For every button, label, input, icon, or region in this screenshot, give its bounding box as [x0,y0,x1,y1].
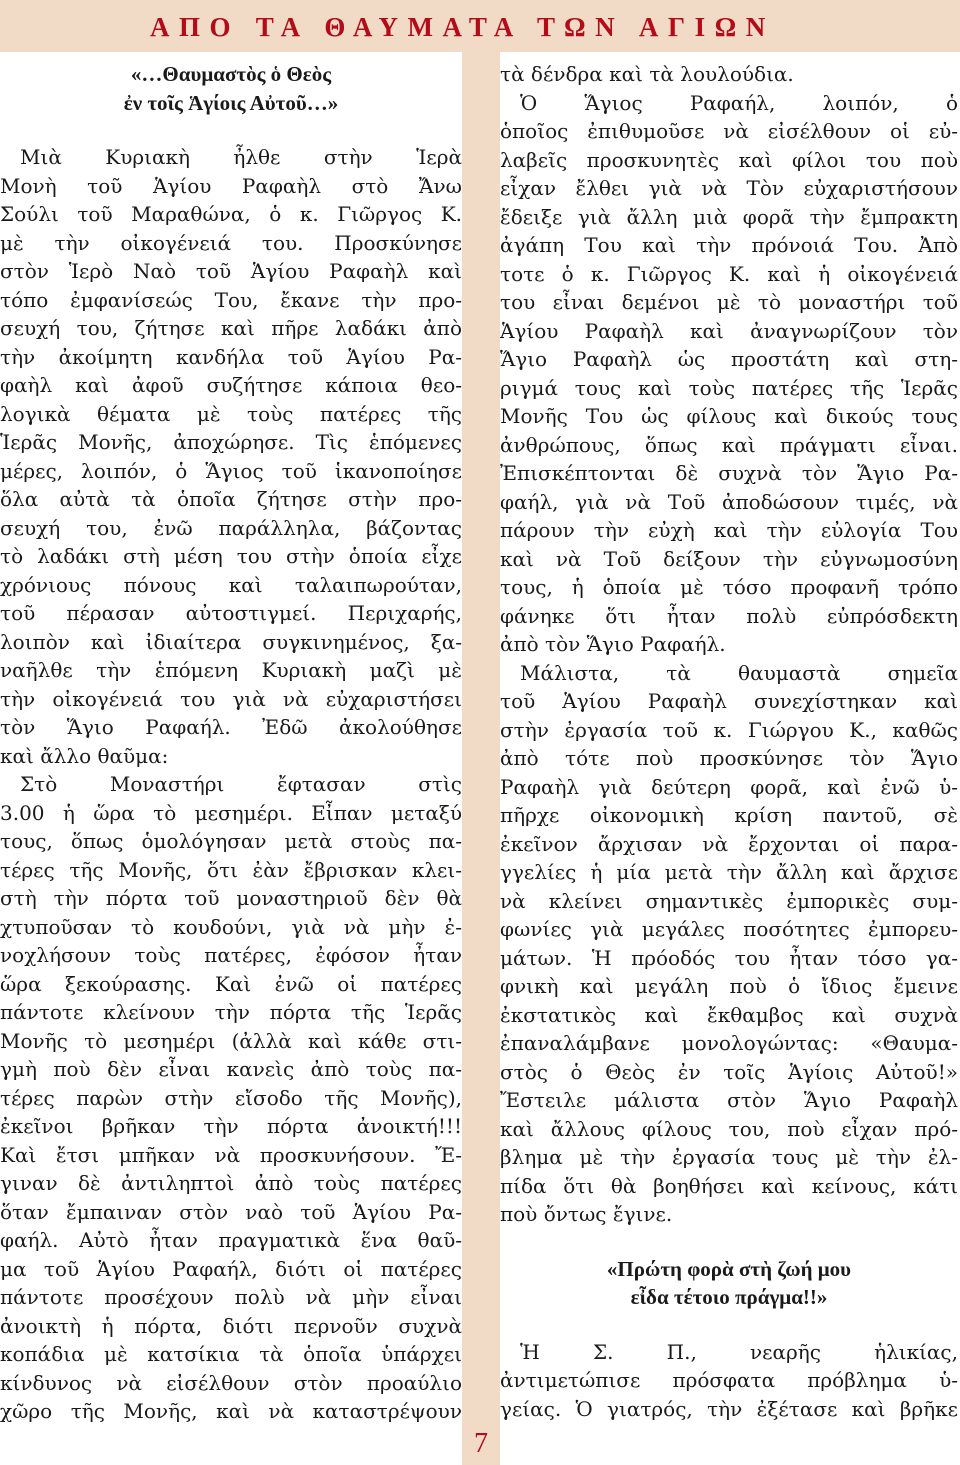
text-line: Ἅγιο Ραφαὴλ ὡς προστάτη καὶ στη- [500,347,958,371]
text-line: ἀνθρώπους, ὅπως καὶ πράγματι εἶναι. [500,432,958,457]
text-line: στὴ τὴν πόρτα τοῦ μοναστηριοῦ δὲν θὰ [0,886,462,910]
text-line: ναῆλθε τὴν ἑπόμενη Κυριακὴ μαζὶ μὲ [0,658,462,682]
text-line: Στὸ Μοναστήρι ἔφτασαν στὶς [20,772,462,796]
text-line: λοιπὸν καὶ ἰδιαίτερα συγκινημένος, ξα- [0,629,462,654]
text-line: σευχή του, ἐνῶ παράλληλα, βάζοντας [0,515,462,540]
text-line: στὴν ἐργασία τοῦ κ. Γιώργου Κ., καθῶς [500,717,958,742]
text-line: ὁποῖος ἐπιθυμοῦσε νὰ εἰσέλθουν οἱ εὐ- [500,119,958,143]
text-line: ἐκεῖνοι βρῆκαν τὴν πόρτα ἀνοικτή!!! [0,1114,462,1138]
text-line: σευχή του, ζήτησε καὶ πῆρε λαδάκι ἀπὸ [0,316,462,340]
page-number: 7 [474,1428,488,1459]
spacer [500,1312,958,1338]
text-line: τους, ὅπως ὁμολόγησαν μετὰ στοὺς πα- [0,829,462,853]
column-gutter [462,52,500,1465]
text-line: πίδα ὅτι θὰ βοηθήσει καὶ κείνους, κάτι [500,1173,958,1198]
text-line: ἔδειξε γιὰ ἄλλη μιὰ φορᾶ τὴν ἔμπρακτη [500,204,958,229]
text-line: στὸν Ἱερὸ Ναὸ τοῦ Ἁγίου Ραφαὴλ καὶ [0,259,462,283]
text-line: φαήλ. Αὐτὸ ἦταν πραγματικὰ ἕνα θαῦ- [0,1228,462,1252]
text-line: βλημα μὲ τὴν ἐργασία τους μὲ τὴν ἐλ- [500,1145,958,1169]
text-line: ὅλα αὐτὰ τὰ ὁποῖα ζήτησε στὴν προ- [0,487,462,511]
text-line: γμὴ ποὺ δὲν εἶναι κανεὶς ἀπὸ τοὺς πα- [0,1057,462,1081]
text-line: τὸν Ἅγιο Ραφαήλ. Ἐδῶ ἀκολούθησε [0,715,462,739]
text-line: ἐπαναλάμβανε μονολογώντας: «Θαυμα- [500,1031,958,1055]
text-line: γγελίες ἡ μία μετὰ τὴν ἄλλη καὶ ἄρχισε [500,860,958,884]
text-line: τόπο ἐμφανίσεώς Του, ἔκανε τὴν προ- [0,287,462,312]
text-line: λαβεῖς προσκυνητὲς καὶ φίλοι του ποὺ [500,147,958,172]
text-line: Μάλιστα, τὰ θαυμαστὰ σημεῖα [520,660,958,685]
text-line: ἀπὸ τὸν Ἅγιο Ραφαήλ. [500,632,726,656]
text-line: τὰ δένδρα καὶ τὰ λουλούδια. [500,62,794,86]
text-line: ὅταν ἔμπαιναν στὸν ναὸ τοῦ Ἁγίου Ρα- [0,1199,462,1224]
text-line: Μονῆς τὸ μεσημέρι (ἀλλὰ καὶ κάθε στι- [0,1028,462,1053]
text-line: πάντοτε κλείνουν τὴν πόρτα τῆς Ἱερᾶς [0,1000,462,1024]
text-line: καὶ νὰ Τοῦ δείξουν τὴν εὐγνωμοσύνη [500,546,958,571]
text-line: Ἱερᾶς Μονῆς, ἀποχώρησε. Τὶς ἑπόμενες [0,430,462,454]
text-line: ἐκεῖνον ἄρχισαν νὰ ἔρχονται οἱ παρα- [500,831,958,856]
text-line: πάντοτε προσέχουν πολὺ νὰ μὴν εἶναι [0,1285,462,1309]
text-line: ἀγάπη Του καὶ τὴν πρόνοιά Του. Ἀπὸ [500,233,958,257]
text-line: χῶρο τῆς Μονῆς, καὶ νὰ καταστρέψουν [0,1399,462,1423]
text-line: μα τοῦ Ἁγίου Ραφαήλ, διότι οἱ πατέρες [0,1256,462,1281]
text-line: Ἁγίου Ραφαὴλ καὶ ἀναγνωρίζουν τὸν [500,318,958,343]
text-line: του εἶναι δεμένοι μὲ τὸ μοναστήρι τοῦ [500,290,958,314]
text-line: Μονὴ τοῦ Ἁγίου Ραφαὴλ στὸ Ἄνω [0,173,462,198]
text-line: φαήλ, γιὰ νὰ Τοῦ ἀποδώσουν τιμές, νὰ [500,489,958,514]
text-line: καὶ ἄλλο θαῦμα: [0,743,169,768]
text-line: ἀνοικτὴ ἡ πόρτα, διότι περνοῦν συχνὰ [0,1313,462,1338]
text-line: ἀπὸ τότε ποὺ προσκύνησε τὸν Ἅγιο [500,746,958,770]
section-heading-line: ἐν τοῖς Ἁγίοις Αὐτοῦ…» [123,90,339,115]
text-line: φνικὴ καὶ μεγάλη ποὺ ὁ ἴδιος ἔμεινε [500,974,958,998]
text-line: Ὁ Ἅγιος Ραφαήλ, λοιπόν, ὁ [520,90,958,115]
text-line: φωνίες γιὰ μεγάλες ποσότητες ἐμπορευ- [500,917,958,941]
page-title: ΑΠΟ ΤΑ ΘΑΥΜΑΤΑ ΤΩΝ ΑΓΙΩΝ [150,12,775,42]
text-line: εἶχαν ἔλθει γιὰ νὰ Τὸν εὐχαριστήσουν [500,176,958,200]
text-line: τέρες παρὼν στὴν εἴσοδο τῆς Μονῆς), [0,1085,462,1110]
text-line: τὸ λαδάκι στὴ μέση του στὴν ὁποία εἶχε [0,544,462,568]
text-line: Ἡ Σ. Π., νεαρῆς ἡλικίας, [520,1339,958,1364]
text-line: φάνηκε ὅτι ἦταν πολὺ εὐπρόσδεκτη [500,603,958,628]
text-line: τὴν ἀκοίμητη κανδήλα τοῦ Ἁγίου Ρα- [0,344,462,369]
text-line: Μονῆς Του ὡς φίλους καὶ δικούς τους [500,404,958,428]
text-line: λογικὰ θέματα μὲ τοὺς πατέρες τῆς [0,401,462,426]
text-line: στὸς ὁ Θεὸς ἐν τοῖς Ἁγίοις Αὐτοῦ!» [500,1059,958,1084]
text-line: ὥρα ξεκούρασης. Καὶ ἐνῶ οἱ πατέρες [0,971,462,996]
section-heading-line: «…Θαυμαστὸς ὁ Θεὸς [130,62,332,86]
text-line: πῆρχε οἰκονομικὴ κρίση παντοῦ, σὲ [500,803,958,827]
header-bar [0,0,960,52]
text-line: χρόνιους πόνους καὶ ταλαιπωρούταν, [0,572,462,597]
text-line: ἐκστατικὸς καὶ ἔκθαμβος καὶ συχνὰ [500,1002,958,1027]
text-line: μάτων. Ἡ πρόοδός του ἦταν τόσο γα- [500,945,958,970]
section-heading-line: «Πρώτη φορὰ στὴ ζωή μου [606,1256,852,1281]
text-line: Ἔστειλε μάλιστα στὸν Ἅγιο Ραφαὴλ [500,1088,958,1112]
text-line: κίνδυνος νὰ εἰσέλθουν στὸν προαύλιο [0,1370,462,1395]
text-line: τέρες τῆς Μονῆς, ὅτι ἐὰν ἔβρισκαν κλει- [0,857,462,882]
text-line: Ἐπισκέπτονται δὲ συχνὰ τὸν Ἅγιο Ρα- [500,461,958,485]
text-line: γείας. Ὁ γιατρός, τὴν ἐξέτασε καὶ βρῆκε [500,1396,958,1421]
text-line: Ραφαὴλ γιὰ δεύτερη φορᾶ, καὶ ἐνῶ ὑ- [500,774,958,799]
text-line: τους, ἡ ὁποία μὲ τόσο προφανῆ τρόπο [500,575,958,599]
left-column [0,60,462,1465]
text-line: Σούλι τοῦ Μαραθώνα, ὁ κ. Γιῶργος Κ. [0,202,462,226]
text-line: τοῦ πέρασαν αὐτοστιγμεί. Περιχαρής, [0,601,462,625]
text-line: καὶ ἄλλους φίλους του, ποὺ εἶχαν πρό- [500,1116,958,1141]
text-line: ριγμά τους καὶ τοὺς πατέρες τῆς Ἱερᾶς [500,375,958,400]
text-line: ποὺ ὄντως ἔγινε. [500,1202,673,1226]
text-line: φαὴλ καὶ ἀφοῦ συζήτησε κάποια θεο- [0,373,462,397]
text-line: κοπάδια μὲ κατσίκια τὰ ὁποῖα ὑπάρχει [0,1342,462,1366]
spacer [500,1229,958,1255]
text-line: νὰ κλείνει σημαντικὲς ἐμπορικὲς συμ- [500,888,958,913]
text-line: 3.00 ἡ ὥρα τὸ μεσημέρι. Εἶπαν μεταξύ [0,800,462,825]
text-line: πάρουν τὴν εὐχὴ καὶ τὴν εὐλογία Του [500,518,958,542]
text-line: μέρες, λοιπόν, ὁ Ἅγιος τοῦ ἱκανοποίησε [0,458,462,483]
text-line: μὲ τὴν οἰκογένειά του. Προσκύνησε [0,230,462,255]
spacer [0,117,462,143]
text-line: τοῦ Ἁγίου Ραφαὴλ συνεχίστηκαν καὶ [500,689,958,713]
text-line: γιναν δὲ ἀντιληπτοὶ ἀπὸ τοὺς πατέρες [0,1171,462,1195]
text-line: χτυποῦσαν τὸ κουδούνι, γιὰ νὰ μὴν ἐ- [0,914,462,939]
text-line: Μιὰ Κυριακὴ ἦλθε στὴν Ἱερὰ [20,145,462,169]
text-line: νοχλήσουν τοὺς πατέρες, ἐφόσον ἦταν [0,943,462,967]
text-line: τὴν οἰκογένειά του γιὰ νὰ εὐχαριστήσει [0,686,462,711]
text-line: τοτε ὁ κ. Γιῶργος Κ. καὶ ἡ οἰκογένειά [500,261,958,286]
section-heading-line: εἶδα τέτοιο πράγμα!!» [630,1285,828,1309]
text-line: ἀντιμετώπισε πρόσφατα πρόβλημα ὑ- [500,1368,958,1392]
right-column [500,60,958,1465]
text-line: Καὶ ἔτσι μπῆκαν νὰ προσκυνήσουν. Ἔ- [0,1142,462,1167]
